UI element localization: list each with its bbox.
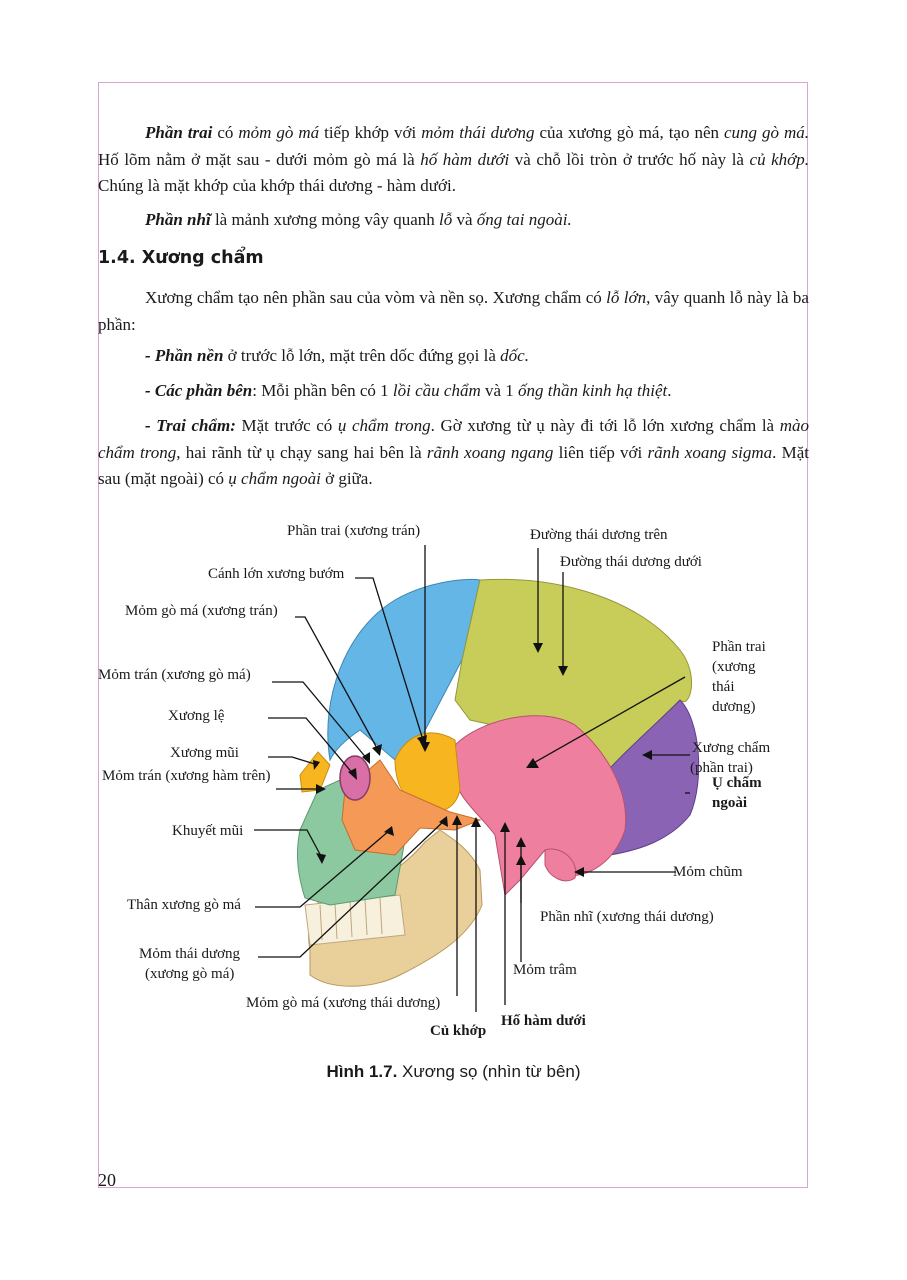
label-duong-thai-duong-duoi: Đường thái dương dưới (560, 554, 702, 570)
skull-lateral-figure (95, 510, 815, 1050)
label-than-xuong-go-ma: Thân xương gò má (127, 897, 241, 913)
paragraph-xuong-cham-intro: Xương chẩm tạo nên phần sau của vòm và nền sọ. Xương chẩm có lỗ lớn, vây quanh lỗ này là ba phần: (98, 288, 809, 334)
label-phan-trai-td-3: thái (712, 679, 735, 695)
paragraph-trai-cham: - Trai chẩm: Mặt trước có ụ chẩm trong. Gờ xương từ ụ này đi tới lỗ lớn xương chẩm là mào chẩm trong, hai rãnh từ ụ chạy sang hai bên là rãnh xoang ngang liên tiếp với rãnh xoang sigma. Mặt sau (mặt ngoài) có ụ chẩm ngoài ở giữa. (98, 416, 810, 488)
label-mom-thai-duong-1: Mỏm thái dương (139, 946, 241, 962)
paragraph-phan-trai: Phần trai có mỏm gò má tiếp khớp với mỏm thái dương của xương gò má, tạo nên cung gò má. Hố lõm nằm ở mặt sau - dưới mỏm gò má là hố hàm dưới và chỗ lồi tròn ở trước hố này là củ khớp. Chúng là mặt khớp của khớp thái dương - hàm dưới. (98, 123, 809, 195)
label-mom-tran-xuong-go-ma: Mỏm trán (xương gò má) (98, 667, 251, 683)
label-xuong-mui: Xương mũi (170, 745, 239, 761)
label-u-cham-ngoai-1: Ụ chẩm (712, 775, 762, 791)
figure-caption (0, 1062, 907, 1082)
label-phan-trai-xuong-tran: Phần trai (xương trán) (287, 523, 421, 539)
label-phan-trai-td-4: dương) (712, 699, 756, 715)
label-cu-khop: Củ khớp (430, 1023, 487, 1039)
paragraph-phan-nhi: Phần nhĩ là mảnh xương mỏng vây quanh lỗ và ống tai ngoài. (145, 210, 572, 229)
label-mom-go-ma-xuong-thai-duong: Mỏm gò má (xương thái dương) (246, 995, 441, 1011)
label-duong-thai-duong-tren: Đường thái dương trên (530, 527, 668, 543)
skull-illustration (297, 579, 698, 986)
label-phan-trai-td-2: (xương (712, 659, 756, 675)
paragraph-cac-phan-ben: - Các phần bên: Mỗi phần bên có 1 lồi cầu chẩm và 1 ống thần kinh hạ thiệt. (145, 381, 672, 400)
label-mom-tran-xuong-ham-tren: Mỏm trán (xương hàm trên) (102, 768, 271, 784)
label-phan-nhi: Phần nhĩ (xương thái dương) (540, 909, 714, 925)
caption-figure-number: Hình 1.7. (326, 1062, 398, 1081)
label-xuong-cham-1: Xương chẩm (692, 740, 771, 756)
label-canh-lon-xuong-buom: Cánh lớn xương bướm (208, 566, 345, 582)
label-xuong-le: Xương lệ (168, 708, 225, 724)
label-u-cham-ngoai-2: ngoài (712, 795, 748, 811)
label-mom-chum: Mỏm chũm (673, 864, 743, 880)
label-mom-tram: Mỏm trâm (513, 962, 577, 978)
label-khuyet-mui: Khuyết mũi (172, 823, 244, 839)
page-number: 20 (98, 1170, 116, 1190)
section-heading: 1.4. Xương chẩm (98, 248, 264, 268)
frontal-bone (328, 579, 480, 760)
label-mom-go-ma-xuong-tran: Mỏm gò má (xương trán) (125, 603, 278, 619)
label-xuong-cham-2: (phần trai) (690, 760, 753, 776)
nasal-bone (300, 752, 330, 792)
label-ho-ham-duoi: Hố hàm dưới (501, 1013, 586, 1029)
paragraph-phan-nen: - Phần nền ở trước lỗ lớn, mặt trên dốc đứng gọi là dốc. (145, 346, 529, 365)
label-mom-thai-duong-2: (xương gò má) (145, 966, 235, 982)
caption-text: Xương sọ (nhìn từ bên) (397, 1062, 581, 1081)
label-phan-trai-td-1: Phần trai (712, 639, 766, 655)
